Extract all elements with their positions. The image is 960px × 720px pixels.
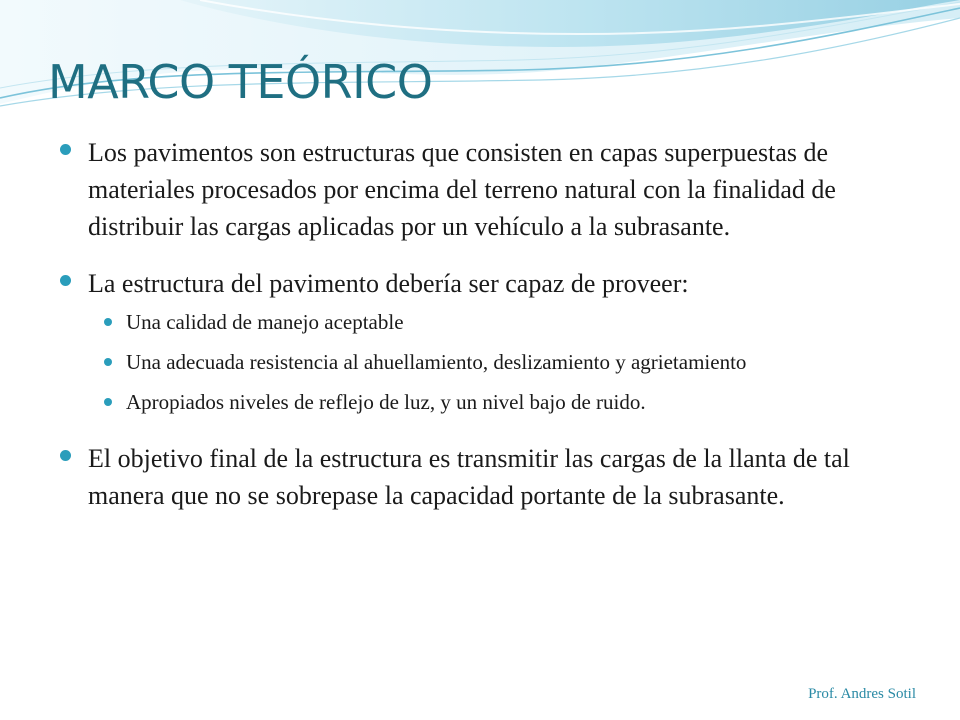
sub-bullet-item [104, 386, 920, 418]
content-area [60, 134, 920, 534]
sub-bullet-item [104, 346, 920, 378]
bullet-item [60, 265, 920, 302]
sub-bullet-text: Una calidad de manejo aceptable [126, 310, 404, 334]
sub-bullet-dot-icon [104, 398, 112, 406]
bullet-dot-icon [60, 144, 71, 155]
bullet-dot-icon [60, 450, 71, 461]
sub-bullet-text: Apropiados niveles de reflejo de luz, y un nivel bajo de ruido. [126, 390, 646, 414]
slide-title: MARCO TEÓRICO [48, 55, 433, 109]
bullet-item [60, 440, 920, 514]
bullet-item [60, 134, 920, 245]
bullet-dot-icon [60, 275, 71, 286]
sub-bullet-dot-icon [104, 358, 112, 366]
sub-bullet-dot-icon [104, 318, 112, 326]
bullet-text: El objetivo final de la estructura es transmitir las cargas de la llanta de tal manera que no se sobrepase la capacidad portante de la subrasante. [88, 444, 850, 510]
bullet-text: Los pavimentos son estructuras que consisten en capas superpuestas de materiales procesados por encima del terreno natural con la finalidad de distribuir las cargas aplicadas por un vehículo a la subrasante. [88, 138, 836, 241]
footer-author: Prof. Andres Sotil [808, 686, 916, 702]
bullet-text: La estructura del pavimento debería ser capaz de proveer: [88, 269, 689, 298]
sub-bullet-text: Una adecuada resistencia al ahuellamiento, deslizamiento y agrietamiento [126, 350, 747, 374]
sub-bullet-item [104, 306, 920, 338]
